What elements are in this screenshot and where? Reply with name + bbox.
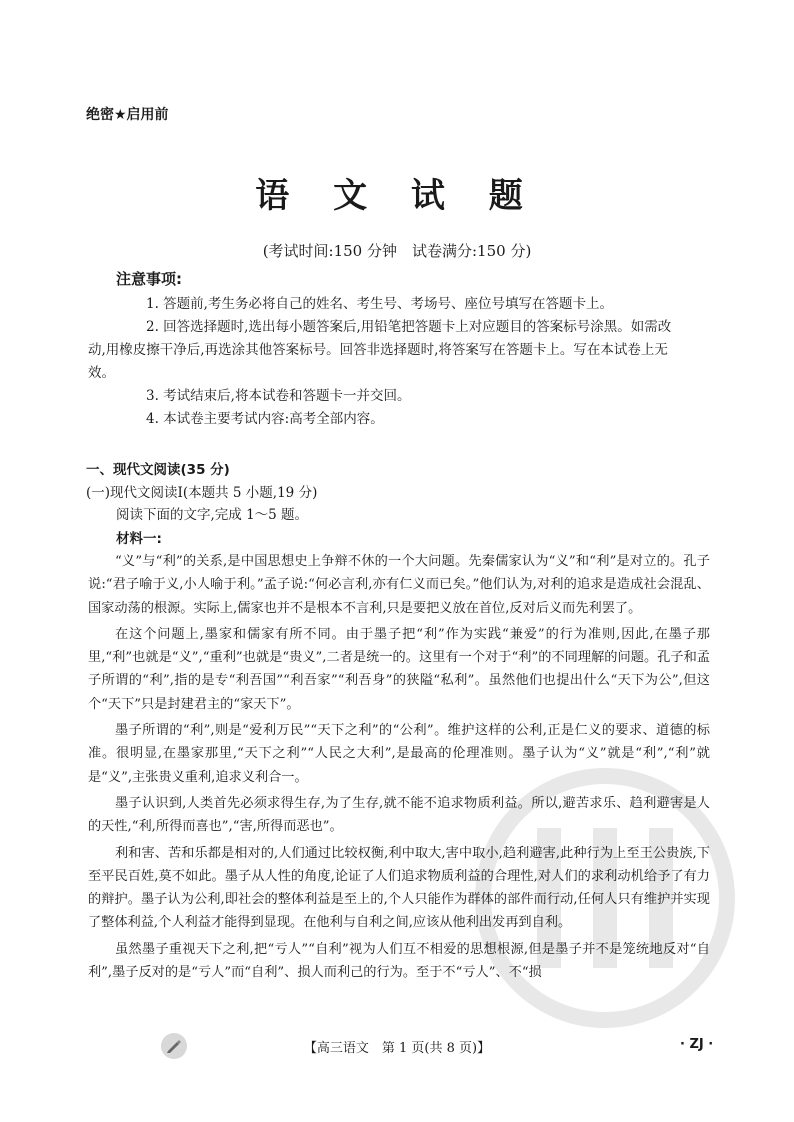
region-code: · ZJ · — [680, 1037, 714, 1052]
confidential-label: 绝密★启用前 — [86, 107, 169, 123]
note-item: 4. 本试卷主要考试内容:高考全部内容。 — [146, 411, 384, 427]
body-paragraph: “义”与“利”的关系,是中国思想史上争辩不休的一个大问题。先秦儒家认为“义”和“利”是对立的。孔子说:“君子喻于义,小人喻于利。”孟子说:“何必言利,亦有仁义而已矣。”他们认为,对利的追求是造成社会混乱、国家动荡的根源。实际上,儒家也并不是根本不言利,只是要把义放在首位,反对后义而先利罢了。 — [88, 554, 710, 616]
note-item: 3. 考试结束后,将本试卷和答题卡一并交回。 — [146, 388, 411, 404]
notes-list — [88, 293, 688, 431]
section-heading: 一、现代文阅读(35 分) — [86, 462, 230, 478]
body-paragraph: 利和害、苦和乐都是相对的,人们通过比较权衡,利中取大,害中取小,趋利避害,此种行为上至王公贵族,下至平民百姓,莫不如此。墨子从人性的角度,论证了人们追求物质利益的合理性,对人们的求利动机给予了有力的辩护。墨子认为公利,即社会的整体利益是至上的,个人只能作为群体的部件而行动,任何人只有维护并实现了整体利益,个人利益才能得到显现。在他利与自利之间,应该从他利出发再到自利。 — [88, 845, 710, 931]
subsection-heading: (一)现代文阅读Ⅰ(本题共 5 小题,19 分) — [86, 485, 318, 501]
note-item: 2. 回答选择题时,选出每小题答案后,用铅笔把答题卡上对应题目的答案标号涂黑。如需改动,用橡皮擦干净后,再选涂其他答案标号。回答非选择题时,将答案写在答题卡上。写在本试卷上无效。 — [88, 319, 672, 381]
note-item: 1. 答题前,考生务必将自己的姓名、考生号、考场号、座位号填写在答题卡上。 — [146, 296, 613, 312]
material-text — [88, 550, 710, 987]
reading-instruction: 阅读下面的文字,完成 1～5 题。 — [116, 507, 309, 523]
body-paragraph: 在这个问题上,墨家和儒家有所不同。由于墨子把“利”作为实践“兼爱”的行为准则,因此,在墨子那里,“利”也就是“义”,“重利”也就是“贵义”,二者是统一的。这里有一个对于“利”的不同理解的问题。孔子和孟子所谓的“利”,指的是专“利吾国”“利吾家”“利吾身”的狭隘“私利”。虽然他们也提出什么“天下为公”,但这个“天下”只是封建君主的“家天下”。 — [88, 626, 710, 712]
notes-heading: 注意事项: — [116, 270, 182, 288]
body-paragraph: 虽然墨子重视天下之利,把“亏人”“自利”视为人们互不相爱的思想根源,但是墨子并不是笼统地反对“自利”,墨子反对的是“亏人”而“自利”、损人而利己的行为。至于不“亏人”、不“损 — [88, 941, 710, 981]
exam-info: (考试时间:150 分钟 试卷满分:150 分) — [262, 242, 532, 260]
page-title: 语 文 试 题 — [255, 176, 539, 216]
material-heading: 材料一: — [116, 531, 162, 547]
page-number: 【高三语文 第 1 页(共 8 页)】 — [303, 1041, 491, 1056]
body-paragraph: 墨子所谓的“利”,则是“爱利万民”“天下之利”的“公利”。维护这样的公利,正是仁义的要求、道德的标准。很明显,在墨家那里,“天下之利”“人民之大利”,是最高的伦理准则。墨子认为“义”就是“利”,“利”就是“义”,主张贵义重利,追求义利合一。 — [88, 723, 710, 785]
body-paragraph: 墨子认识到,人类首先必须求得生存,为了生存,就不能不追求物质利益。所以,避苦求乐、趋利避害是人的天性,“利,所得而喜也”,“害,所得而恶也”。 — [88, 795, 710, 835]
